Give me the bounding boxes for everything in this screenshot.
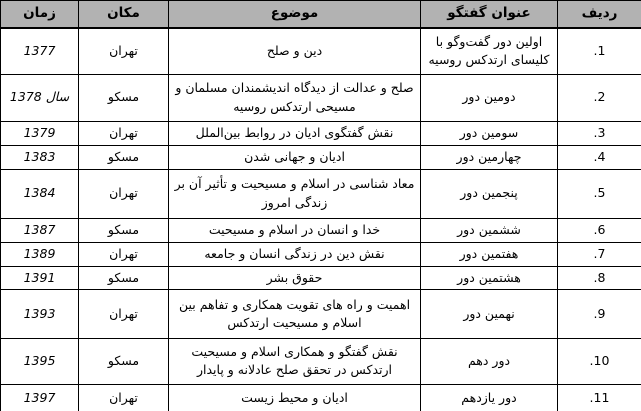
dialogue-title-cell: دور دهم — [421, 338, 558, 384]
subject-cell: ادیان و جهانی شدن — [169, 145, 421, 169]
time-cell: سال 1378 — [1, 74, 79, 121]
dialogue-title-cell: هفتمین دور — [421, 242, 558, 266]
place-cell: تهران — [79, 169, 169, 218]
row-number-cell: .7 — [558, 242, 641, 266]
table-row — [1, 338, 641, 384]
dialogue-title-cell: دومین دور — [421, 74, 558, 121]
dialogue-title-cell: اولین دور گفت‌وگو با کلیسای ارتدکس روسیه — [421, 28, 558, 74]
table-row — [1, 145, 641, 169]
table-row — [1, 74, 641, 121]
subject-cell: حقوق بشر — [169, 266, 421, 289]
column-header-subject: موضوع — [169, 1, 421, 29]
dialogue-title-cell: سومین دور — [421, 121, 558, 145]
column-header-dialogue-title: عنوان گفتگو — [421, 1, 558, 29]
time-cell: 1387 — [1, 218, 79, 242]
column-header-place: مکان — [79, 1, 169, 29]
column-header-time: زمان — [1, 1, 79, 29]
row-number-cell: .11 — [558, 384, 641, 411]
place-cell: مسکو — [79, 338, 169, 384]
time-cell: 1383 — [1, 145, 79, 169]
dialogue-title-cell: هشتمین دور — [421, 266, 558, 289]
table-row — [1, 169, 641, 218]
place-cell: تهران — [79, 28, 169, 74]
subject-cell: خدا و انسان در اسلام و مسیحیت — [169, 218, 421, 242]
time-cell: 1395 — [1, 338, 79, 384]
time-cell: 1397 — [1, 384, 79, 411]
table-row — [1, 289, 641, 338]
table-row — [1, 121, 641, 145]
place-cell: مسکو — [79, 266, 169, 289]
table-row — [1, 218, 641, 242]
time-cell: 1377 — [1, 28, 79, 74]
table-row — [1, 266, 641, 289]
row-number-cell: .1 — [558, 28, 641, 74]
place-cell: مسکو — [79, 218, 169, 242]
dialogue-title-cell: دور یازدهم — [421, 384, 558, 411]
subject-cell: ادیان و محیط زیست — [169, 384, 421, 411]
time-cell: 1379 — [1, 121, 79, 145]
dialogue-title-cell: پنجمین دور — [421, 169, 558, 218]
subject-cell: نقش گفتگو و همکاری اسلام و مسیحیت ارتدکس در تحقق صلح عادلانه و پایدار — [169, 338, 421, 384]
subject-cell: صلح و عدالت از دیدگاه اندیشمندان مسلمان و مسیحی ارتدکس روسیه — [169, 74, 421, 121]
row-number-cell: .9 — [558, 289, 641, 338]
subject-cell: اهمیت و راه های تقویت همکاری و تفاهم بین اسلام و مسیحیت ارتدکس — [169, 289, 421, 338]
place-cell: تهران — [79, 121, 169, 145]
place-cell: مسکو — [79, 145, 169, 169]
place-cell: تهران — [79, 242, 169, 266]
table-header — [1, 1, 641, 29]
time-cell: 1384 — [1, 169, 79, 218]
table-row — [1, 28, 641, 74]
table-body — [1, 28, 641, 411]
table-row — [1, 384, 641, 411]
row-number-cell: .8 — [558, 266, 641, 289]
time-cell: 1393 — [1, 289, 79, 338]
row-number-cell: .3 — [558, 121, 641, 145]
row-number-cell: .4 — [558, 145, 641, 169]
place-cell: تهران — [79, 384, 169, 411]
row-number-cell: .5 — [558, 169, 641, 218]
subject-cell: معاد شناسی در اسلام و مسیحیت و تأثیر آن بر زندگی امروز — [169, 169, 421, 218]
subject-cell: دین و صلح — [169, 28, 421, 74]
subject-cell: نقش گفتگوی ادیان در روابط بین‌الملل — [169, 121, 421, 145]
column-header-row-number: ردیف — [558, 1, 641, 29]
time-cell: 1389 — [1, 242, 79, 266]
table-row — [1, 242, 641, 266]
dialogue-title-cell: چهارمین دور — [421, 145, 558, 169]
subject-cell: نقش دین در زندگی انسان و جامعه — [169, 242, 421, 266]
row-number-cell: .6 — [558, 218, 641, 242]
dialogue-title-cell: نهمین دور — [421, 289, 558, 338]
dialogue-title-cell: ششمین دور — [421, 218, 558, 242]
time-cell: 1391 — [1, 266, 79, 289]
place-cell: مسکو — [79, 74, 169, 121]
place-cell: تهران — [79, 289, 169, 338]
header-row — [1, 1, 641, 29]
row-number-cell: .2 — [558, 74, 641, 121]
row-number-cell: .10 — [558, 338, 641, 384]
